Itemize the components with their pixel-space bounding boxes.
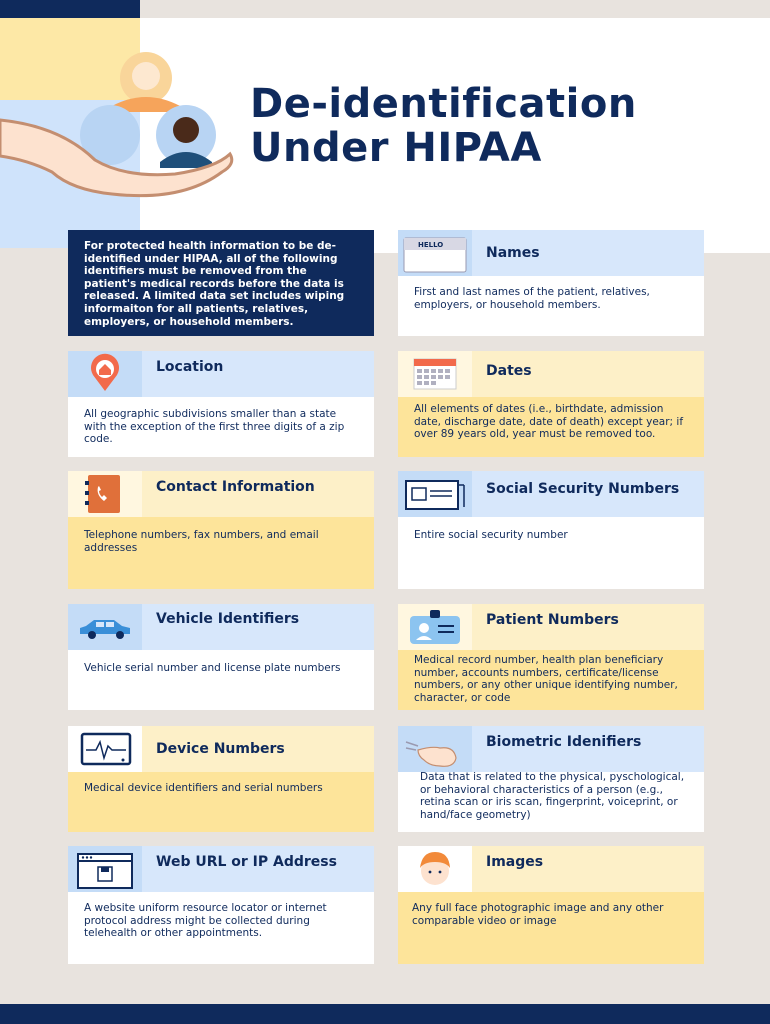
calendar-icon (398, 351, 472, 397)
card-biometric (398, 726, 704, 832)
card-desc: First and last names of the patient, relatives, employers, or household members. (414, 286, 650, 311)
card-desc: All geographic subdivisions smaller than a state with the exception of the first three digits of a zip code. (84, 408, 345, 445)
name-tag-icon (398, 230, 472, 276)
card-body (398, 892, 704, 964)
card-device (68, 726, 374, 832)
card-title: Patient Numbers (486, 612, 619, 628)
card-body (398, 650, 704, 710)
card-names (398, 230, 704, 336)
card-ssn (398, 471, 704, 589)
card-patient (398, 604, 704, 710)
card-body (68, 517, 374, 589)
address-book-icon (68, 471, 142, 517)
hand-with-people-illustration (0, 50, 250, 200)
title-line-1: De-identification (250, 81, 637, 127)
card-title: Social Security Numbers (486, 481, 680, 497)
card-body (68, 892, 374, 964)
card-dates (398, 351, 704, 457)
card-desc: All elements of dates (i.e., birthdate, admission date, discharge date, date of death) except year; if over 89 years old, year must be removed too. (414, 403, 684, 440)
heart-monitor-icon (68, 726, 142, 772)
badge-hello-text: HELLO (418, 241, 444, 249)
card-title: Vehicle Identifiers (156, 611, 300, 627)
card-body (68, 772, 374, 832)
card-title: Web URL or IP Address (156, 854, 337, 870)
title-line-2: Under HIPAA (250, 125, 542, 171)
id-card-icon (398, 471, 472, 517)
card-title: Names (486, 245, 540, 261)
page-title (250, 82, 760, 170)
card-vehicle (68, 604, 374, 710)
card-body (398, 397, 704, 457)
face-icon (398, 846, 472, 892)
intro-box (68, 230, 374, 336)
card-body (398, 276, 704, 336)
card-images (398, 846, 704, 964)
card-body (68, 397, 374, 457)
card-desc: Entire social security number (414, 529, 568, 541)
bottom-navy-bar (0, 1004, 770, 1024)
card-contact (68, 471, 374, 589)
top-navy-bar (0, 0, 140, 18)
card-title: Device Numbers (156, 741, 285, 757)
card-title: Images (486, 854, 544, 870)
browser-window-icon (68, 846, 142, 892)
card-body (398, 772, 704, 832)
intro-text: For protected health information to be de-identified under HIPAA, all of the following identifiers must be removed from the patient's medical records before the data is released. A limited data set includes wiping informaiton for all patients, relatives, employers, or household members. (84, 240, 345, 328)
card-desc: Data that is related to the physical, pyschological, or behavioral characteristics of a person (e.g., retina scan or iris scan, fingerprint, voiceprint, or hand/face geometry) (420, 771, 685, 821)
card-desc: Vehicle serial number and license plate numbers (84, 662, 341, 674)
card-title: Dates (486, 363, 532, 379)
card-web (68, 846, 374, 964)
card-title: Location (156, 359, 224, 375)
card-location (68, 351, 374, 457)
fingerprint-hand-icon (398, 726, 472, 772)
card-desc: Medical record number, health plan beneficiary number, accounts numbers, certificate/license numbers, or any other unique identifying number, character, or code (414, 654, 678, 704)
card-body (398, 517, 704, 589)
card-body (68, 650, 374, 710)
location-pin-icon (68, 351, 142, 397)
top-strip (140, 0, 770, 18)
patient-badge-icon (398, 604, 472, 650)
card-desc: Medical device identifiers and serial numbers (84, 782, 323, 794)
card-title: Biometric Idenifiers (486, 734, 642, 750)
car-icon (68, 604, 142, 650)
card-desc: Telephone numbers, fax numbers, and email addresses (84, 529, 319, 554)
card-title: Contact Information (156, 479, 315, 495)
card-desc: A website uniform resource locator or internet protocol address might be collected during telehealth or other appointments. (84, 902, 327, 939)
card-desc: Any full face photographic image and any other comparable video or image (412, 902, 664, 927)
